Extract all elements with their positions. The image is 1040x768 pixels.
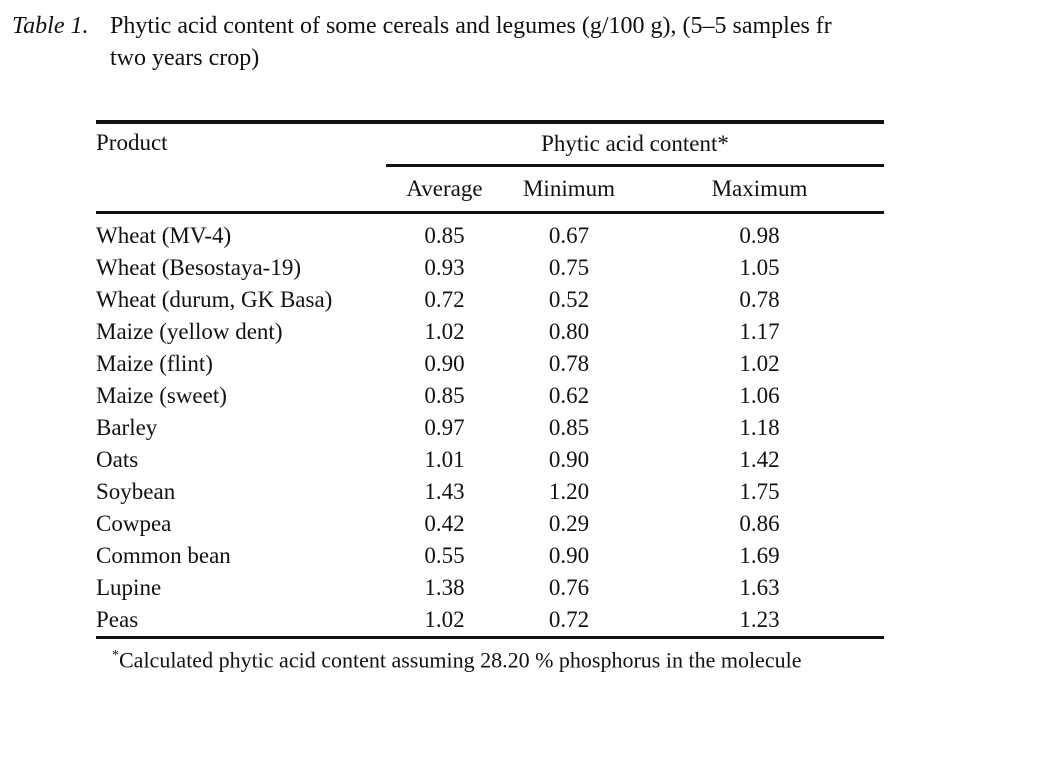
- phytic-acid-group-header: Phytic acid content*: [386, 124, 884, 166]
- minimum-cell: 0.67: [548, 223, 590, 248]
- table-row: [96, 540, 884, 572]
- product-cell: Wheat (MV-4): [96, 223, 232, 248]
- product-cell: Maize (yellow dent): [96, 319, 283, 344]
- maximum-cell: 1.17: [739, 319, 780, 344]
- average-cell: 0.90: [424, 351, 465, 376]
- table-row: [96, 508, 884, 540]
- data-table-container: [96, 120, 884, 639]
- product-column-header: [96, 124, 386, 213]
- average-cell: 1.02: [424, 319, 465, 344]
- minimum-cell: 0.90: [548, 543, 590, 568]
- table-row: [96, 252, 884, 284]
- average-cell: 1.02: [386, 604, 503, 638]
- table-row: [96, 284, 884, 316]
- product-cell: Maize (flint): [96, 351, 213, 376]
- product-cell: Cowpea: [96, 511, 172, 536]
- minimum-cell: 0.78: [548, 351, 590, 376]
- maximum-cell: 1.23: [635, 604, 884, 638]
- minimum-cell: 0.72: [503, 604, 635, 638]
- maximum-cell: 1.42: [739, 447, 780, 472]
- average-column-header: Average: [386, 166, 503, 213]
- minimum-cell: 0.62: [548, 383, 590, 408]
- product-cell: Barley: [96, 415, 158, 440]
- average-cell: 0.42: [424, 511, 465, 536]
- product-cell: Common bean: [96, 543, 231, 568]
- product-cell: Soybean: [96, 479, 176, 504]
- maximum-cell: 1.18: [739, 415, 780, 440]
- minimum-cell: 0.76: [548, 575, 590, 600]
- average-cell: 1.43: [424, 479, 465, 504]
- product-cell: Lupine: [96, 575, 162, 600]
- maximum-cell: 1.69: [739, 543, 780, 568]
- maximum-cell: 1.05: [739, 255, 780, 280]
- average-cell: 1.38: [424, 575, 465, 600]
- product-cell: Maize (sweet): [96, 383, 227, 408]
- minimum-cell: 1.20: [548, 479, 590, 504]
- maximum-cell: 0.78: [739, 287, 780, 312]
- average-cell: 0.93: [424, 255, 465, 280]
- maximum-cell: 1.06: [739, 383, 780, 408]
- minimum-cell: 0.90: [548, 447, 590, 472]
- maximum-cell: 0.98: [739, 223, 780, 248]
- table-row: [96, 348, 884, 380]
- table-row: [96, 476, 884, 508]
- table-row: [96, 380, 884, 412]
- table-row: [96, 604, 884, 638]
- average-cell: 0.97: [424, 415, 465, 440]
- product-cell: Peas: [96, 604, 386, 638]
- caption-label: Table 1.: [12, 13, 89, 39]
- table-row: [96, 213, 884, 253]
- footnote-marker: *: [112, 648, 119, 663]
- table-row: [96, 412, 884, 444]
- footnote-text: Calculated phytic acid content assuming 28.20 % phosphorus in the molecule: [119, 647, 802, 673]
- caption-line-1: [12, 10, 1040, 42]
- maximum-cell: 0.86: [739, 511, 780, 536]
- phytic-acid-table: [96, 124, 884, 639]
- minimum-cell: 0.80: [548, 319, 590, 344]
- table-row: [96, 316, 884, 348]
- minimum-cell: 0.85: [548, 415, 590, 440]
- product-cell: Wheat (durum, GK Basa): [96, 287, 333, 312]
- product-cell: Wheat (Besostaya-19): [96, 255, 302, 280]
- maximum-column-header: Maximum: [635, 166, 884, 213]
- product-cell: Oats: [96, 447, 139, 472]
- average-cell: 0.72: [424, 287, 465, 312]
- minimum-cell: 0.75: [548, 255, 590, 280]
- average-cell: 1.01: [424, 447, 465, 472]
- average-cell: 0.85: [424, 223, 465, 248]
- minimum-column-header: Minimum: [503, 166, 635, 213]
- table-caption: [12, 10, 1040, 74]
- product-header-label: Product: [96, 130, 168, 155]
- average-cell: 0.85: [424, 383, 465, 408]
- maximum-cell: 1.02: [739, 351, 780, 376]
- table-body: [96, 213, 884, 638]
- minimum-cell: 0.29: [548, 511, 590, 536]
- maximum-cell: 1.63: [739, 575, 780, 600]
- table-row: [96, 572, 884, 604]
- average-cell: 0.55: [424, 543, 465, 568]
- caption-text-line-1: Phytic acid content of some cereals and legumes (g/100 g), (5–5 samples fr: [110, 13, 832, 39]
- caption-text-line-2: two years crop): [110, 45, 260, 71]
- table-footnote: [112, 640, 801, 676]
- minimum-cell: 0.52: [548, 287, 590, 312]
- table-header-row-1: [96, 124, 884, 166]
- table-row: [96, 444, 884, 476]
- maximum-cell: 1.75: [739, 479, 780, 504]
